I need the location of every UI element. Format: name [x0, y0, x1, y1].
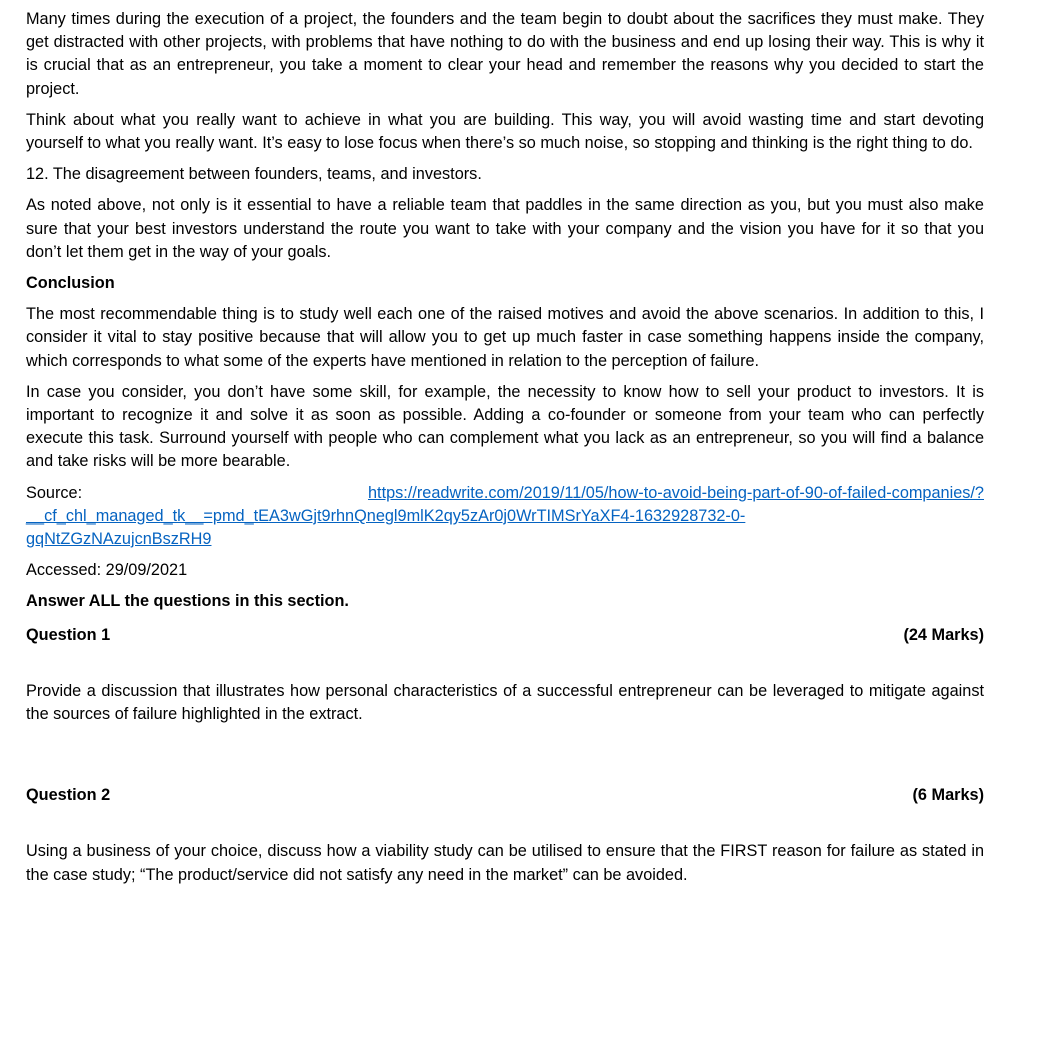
source-citation — [26, 482, 984, 505]
paragraph-conclusion-skills: In case you consider, you don’t have some skill, for example, the necessity to know how to sell your product to investors. It is important to recognize it and solve it as soon as possible. Adding a co-founder or someone from your team who can perfectly execute this task. Surround yourself with people who can complement what you lack as an entrepreneur, so you will find a balance and take risks will be more bearable. — [26, 382, 984, 471]
paragraph-investors: As noted above, not only is it essential to have a reliable team that paddles in the same direction as you, but you must also make sure that your best investors understand the route you want to take with your company and the vision you have for it so that you don’t let them get in the way of your goals. — [26, 196, 984, 261]
list-item-12-disagreement: 12. The disagreement between founders, teams, and investors. — [26, 165, 482, 184]
conclusion-heading: Conclusion — [26, 274, 115, 293]
question-1-header — [26, 624, 984, 647]
question-2-title: Question 2 — [26, 786, 111, 805]
source-link-part-1[interactable]: https://readwrite.com/2019/11/05/how-to-avoid-being-part-of-90-of-failed-companies/? — [368, 483, 984, 502]
question-2-header — [26, 784, 984, 807]
question-2-marks: (6 Marks) — [912, 786, 984, 805]
paragraph-conclusion-positive: The most recommendable thing is to study well each one of the raised motives and avoid the above scenarios. In addition to this, I consider it vital to stay positive because that will allow you to get up much faster in case something happens inside the company, which corresponds to what some of the experts have mentioned in relation to the perception of failure. — [26, 305, 984, 370]
section-instructions: Answer ALL the questions in this section. — [26, 592, 349, 611]
question-2-text: Using a business of your choice, discuss how a viability study can be utilised to ensure that the FIRST reason for failure as stated in the case study; “The product/service did not satisfy any need in the market” can be avoided. — [26, 842, 984, 884]
paragraph-think-about-goals: Think about what you really want to achieve in what you are building. This way, you will avoid wasting time and start devoting yourself to what you really want. It’s easy to lose focus when there’s so much noise, so stopping and thinking is the right thing to do. — [26, 110, 984, 153]
document-page — [26, 8, 984, 887]
paragraph-losing-focus: Many times during the execution of a project, the founders and the team begin to doubt about the sacrifices they must make. They get distracted with other projects, with problems that have nothing to do with the business and end up losing their way. This is why it is crucial that as an entrepreneur, you take a moment to clear your head and remember the reasons why you decided to start the project. — [26, 10, 984, 98]
source-label: Source: — [26, 483, 83, 502]
question-1-title: Question 1 — [26, 625, 111, 644]
accessed-date: Accessed: 29/09/2021 — [26, 561, 188, 580]
question-1-text: Provide a discussion that illustrates how personal characteristics of a successful entrepreneur can be leveraged to mitigate against the sources of failure highlighted in the extract. — [26, 681, 984, 724]
question-1-marks: (24 Marks) — [903, 625, 984, 644]
source-link-part-3[interactable]: gqNtZGzNAzujcnBszRH9 — [26, 530, 212, 549]
source-link-part-2[interactable]: __cf_chl_managed_tk__=pmd_tEA3wGjt9rhnQnegl9mlK2qy5zAr0j0WrTIMSrYaXF4-1632928732-0- — [26, 506, 746, 525]
